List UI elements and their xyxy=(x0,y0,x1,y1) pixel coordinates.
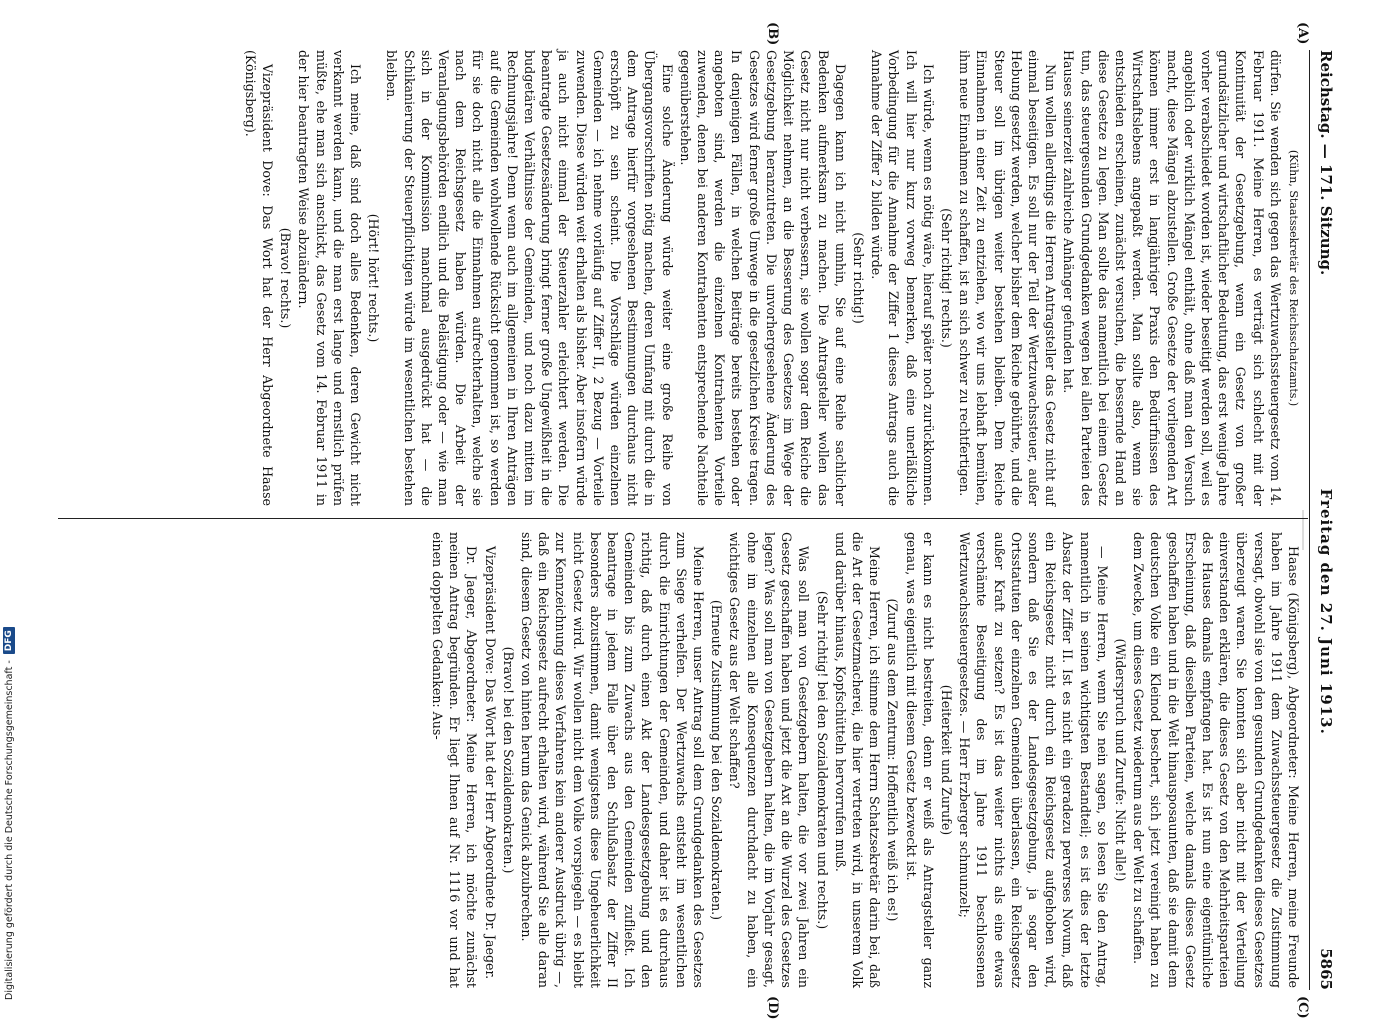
dfg-logo: DFG xyxy=(3,627,15,654)
header-center: Freitag den 27. Juni 1913. xyxy=(1317,488,1335,735)
paragraph: Was soll man von Gesetzgebern halten, die vor zwei Jahren ein Gesetz geschaffen haben und jetzt die Axt an die Wurzel des Gesetzes legen? Was soll man von Gesetzgebern halten, die im Vorjahr gesagt, ohne im einzelnen alle Konsequenzen durchdacht zu haben, ein wichtiges Gesetz aus der Welt schaffen? xyxy=(727,532,812,988)
paragraph: Eine solche Änderung würde weiter eine große Reihe von Übergangsvorschriften nötig machen, deren Umfang mit durch die in dem Antrage hierfür vorgesehenen Bestimmungen durchaus nicht erschöpft zu sein scheint. Die Vorschläge würden einzelnen Gemeinden — ich nehme vorläufig auf Ziffer II, 2 Bezug — Vorteile zuwenden. Diese würden weit erhalten als bisher. Aber insofern würde ja auch nicht einmal der Steuerzahler erleichtert werden. Die beantragte Gesetzesänderung bringt ferner große Ungewißheit in die budgetären Verhältnisse der Gemeinden, und noch dazu mitten im Rechnungsjahre! Denn wenn auch im allgemeinen in Ihren Anträgen auf die Gemeinden wohlwollende Rücksicht genommen ist, so werden für sie doch nicht alle die Einnahmen aufrechterhalten, welche sie nach dem Reichsgesetz haben würden. Die Arbeit der Veranlagungsbehörden endlich und die Belästigung oder — wie man sich in der Kommission manchmal ausgedrückt hat — die Schikanierung der Steuerpflichtigen würde im wesentlichen bestehen bleiben. xyxy=(384,50,675,506)
paragraph: dürfen. Sie wenden sich gegen das Wertzuwachssteuergesetz vom 14. Februar 1911. Meine Herren, es verträgt sich schlecht mit der Kontinuität der Gesetzgebung, wenn ein Gesetz von großer grundsätzlicher und wirtschaftlicher Bedeutung, das erst wenige Jahre vorher verabschiedet worden ist, wieder beseitigt werden soll, weil es angeblich oder wirklich Mängel enthält, ohne daß man den Versuch macht, diese Mängel abzustellen. Große Gesetze der vorliegenden Art können immer erst in langjähriger Praxis den Bedürfnissen des Wirtschaftslebens angepaßt werden. Man sollte also, wenn sie entschieden erscheinen, zunächst versuchen, die bessernde Hand an diese Gesetze zu legen. Man sollte das namentlich bei einem Gesetz tun, das steuergesunden Grundgedanken wegen bei allen Parteien des Hauses seinerzeit zahlreiche Anhänger gefunden hat. xyxy=(1061,50,1283,506)
margin-marker-d: (D) xyxy=(765,996,780,1020)
interjection: (Bravo! bei den Sozialdemokraten.) xyxy=(500,646,516,874)
paragraph: Nun wollen allerdings die Herren Antragsteller das Gesetz nicht auf einmal beseitigen. Es soll nur der Teil der Wertzuwachssteuer, außer Hebung gesetzt werden, welcher bisher dem Reiche gebührte, und die Steuer soll im übrigen weiter bestehen bleiben. Dem Reiche Einnahmen in einer Zeit zu entziehen, wo wir uns lebhaft bemühen, ihm neue Einnahmen zu schaffen, ist an sich schwer zu rechtfertigen. xyxy=(957,50,1059,506)
column-divider xyxy=(58,518,1308,519)
interjection: (Bravo! rechts.) xyxy=(278,227,294,329)
paragraph: er kann es nicht bestreiten, denn er weiß als Antragsteller ganz genau, was eigentlich mit diesem Gesetz bezweckt ist. xyxy=(903,532,936,988)
scanned-page xyxy=(50,22,1340,1020)
interjection: (Heiterkeit und Zurufe) xyxy=(938,684,954,836)
interjection: (Zuruf aus dem Zentrum: Hoffentlich weiß ich es!) xyxy=(885,598,901,922)
paragraph: Vizepräsident Dove: Das Wort hat der Herr Abgeordnete Dr. Jaeger. xyxy=(482,546,498,980)
margin-marker-a: (A) xyxy=(1295,22,1310,45)
header-rule xyxy=(1309,50,1310,990)
interjection: (Sehr richtig!) xyxy=(850,232,866,324)
paragraph: Dr. Jaeger, Abgeordneter: Meine Herren, ich möchte zunächst meinen Antrag begründen. Er liegt Ihnen auf Nr. 1116 vor und hat einen doppelten Gedanken: Aus- xyxy=(430,532,480,988)
interjection: (Sehr richtig! bei den Sozialdemokraten und rechts.) xyxy=(814,590,830,930)
paragraph: — Meine Herren, wenn Sie nein sagen, so lesen Sie den Antrag, namentlich in seinen wichtigsten Bestandteil; es ist dies der letzte Absatz der Ziffer II. Ist es nicht ein geradezu perverses Novum, daß ein Reichsgesetz nicht durch ein Reichsgesetz aufgehoben wird, sondern daß Sie es der Landesgesetzgebung, ja sogar den Ortsstatuten der einzelnen Gemeinden überlassen, ein Reichsgesetz außer Kraft zu setzen? Es ist das weiter nichts als eine etwas verschämte Beseitigung des im Jahre 1911 beschlossenen Wertzuwachssteuergesetzes. — Herr Erzberger schmunzelt; xyxy=(957,532,1110,988)
digitization-credit xyxy=(0,0,18,1000)
paragraph: Dagegen kann ich nicht umhin, Sie auf eine Reihe sachlicher Bedenken aufmerksam zu machen. Die Antragsteller wollen das Gesetz nicht nur nicht verbessern, sie wollen sogar dem Reiche die Möglichkeit nehmen, an die Besserung des Gesetzes im Wege der Gesetzgebung heranzutreten. Die unvorhergesehene Änderung des Gesetzes wird ferner große Umwege in die gesetzlichen Kreise tragen. In denjenigen Fällen, in welchen Beiträge bereits bestehen oder angeboten sind, werden die einzelnen Kontrahenten Vorteile zuwenden, denen bei anderen Kontrahenten entsprechende Nachteile gegenüberstehen. xyxy=(677,50,848,506)
credit-text: Digitalisierung gefördert durch die Deutsche Forschungsgemeinschaft - xyxy=(3,660,15,1000)
paragraph: Ich würde, wenn es nötig wäre, hierauf später noch zurückkommen. Ich will hier nur kurz vorweg bemerken, daß eine unerläßliche Vorbedingung für die Annahme der Ziffer 1 dieses Antrags auch die Annahme der Ziffer 2 bilden würde. xyxy=(869,50,936,506)
page-header xyxy=(1312,50,1340,990)
margin-marker-b: (B) xyxy=(765,22,780,46)
page-number: 5865 xyxy=(1317,948,1335,990)
paragraph: Vizepräsident Dove: Das Wort hat der Herr Abgeordnete Haase (Königsberg). xyxy=(242,50,276,506)
paragraph: Meine Herren, ich stimme dem Herrn Schatzsekretär darin bei, daß die Art der Gesetzmacherei, die hier vertreten wird, in unserem Volk und darüber hinaus, Kopfschütteln hervorrufen muß. xyxy=(832,532,883,988)
interjection: (Widerspruch und Zurufe: Nicht alle!) xyxy=(1112,638,1128,882)
left-column xyxy=(241,50,1302,506)
scan-artifact xyxy=(1302,510,1304,550)
right-column xyxy=(428,532,1302,988)
interjection: (Sehr richtig! rechts.) xyxy=(938,208,954,348)
interjection: (Hört! hört! rechts.) xyxy=(366,213,382,343)
speaker-note: (Kühn, Staatssekretär des Reichsschatzamts.) xyxy=(1287,149,1300,407)
interjection: (Erneute Zustimmung bei den Sozialdemokraten.) xyxy=(709,599,725,921)
paragraph: Ich meine, daß sind doch alles Bedenken, deren Gewicht nicht verkannt werden kann, und die man erst lange und ernstlich prüfen müßte, ehe man sich anschickt, das Gesetz vom 14. Februar 1911 in der hier beantragten Weise abzuändern. xyxy=(296,50,364,506)
paragraph: Meine Herren, unser Antrag soll dem Grundgedanken des Gesetzes zum Siege verhelfen. Der Wertzuwachs entsteht im wesentlichen durch die Einrichtungen der Gemeinden, und daher ist es durchaus richtig, daß durch einen Akt der Landesgesetzgebung und den Gemeinden bis zum Zuwachs aus den Gemeinden zufließt. Ich beantrage in jedem Falle über den Schlußabsatz der Ziffer II besonders abzustimmen, damit wenigstens diese Ungeheuerlichkeit nicht Gesetz wird. Wir wollen nicht dem Volke vorspiegeln — es bleibt zur Kennzeichnung dieses Verfahrens kein anderer Ausdruck übrig —, daß ein Reichsgesetz aufrecht erhalten wird, während Sie alle daran sind, diesem Gesetz von hinten herum das Genick abzubrechen. xyxy=(519,532,707,988)
paragraph: Haase (Königsberg), Abgeordneter: Meine Herren, meine Freunde haben im Jahre 1911 dem Zuwachssteuergesetz die Zustimmung versagt, obwohl sie von den gesunden Grundgedanken dieses Gesetzes überzeugt waren. Sie konnten sich aber nicht mit der Verteilung einverstanden erklären, die dieses Gesetz von den Mehrheitsparteien des Hauses damals empfangen hat. Es ist nun eine eigentümliche Erscheinung, daß dieselben Parteien, welche damals dieses Gesetz geschaffen haben und in die Welt hinausposaunten, daß sie damit dem deutschen Volke ein Kleinod beschert, sich jetzt vereinigt haben zu dem Zwecke, um dieses Gesetz wiederum aus der Welt zu schaffen. xyxy=(1131,532,1301,988)
header-left: Reichstag. — 171. Sitzung. xyxy=(1317,50,1335,276)
margin-marker-c: (C) xyxy=(1295,996,1310,1019)
